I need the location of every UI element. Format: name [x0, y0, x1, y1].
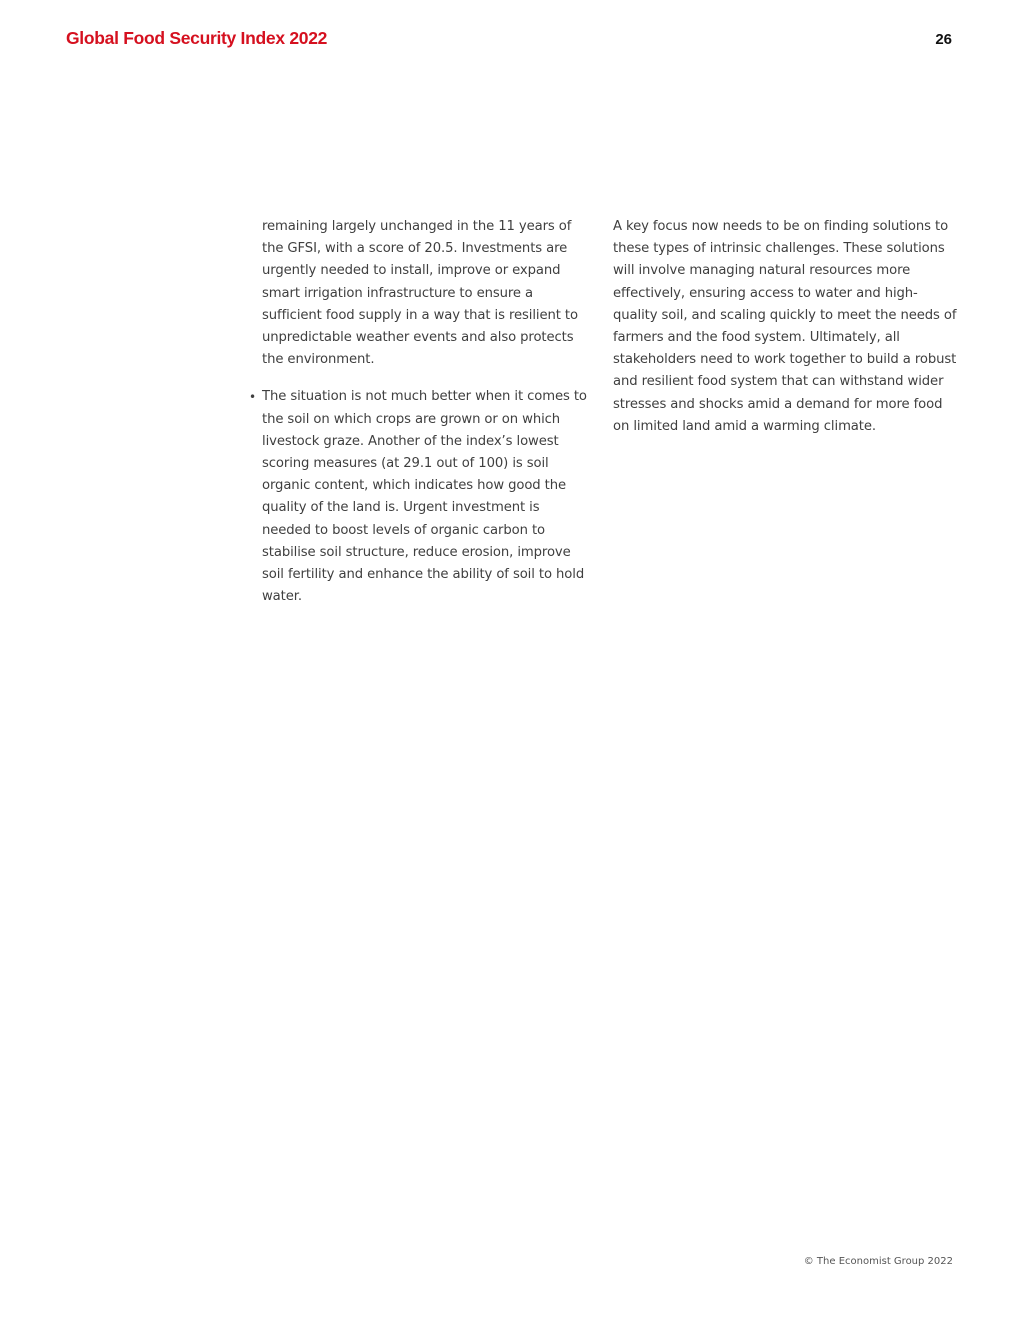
bullet-list-item: [249, 386, 592, 608]
left-column: [249, 216, 592, 623]
bullet-paragraph: The situation is not much better when it comes to the soil on which crops are grown or on which livestock graze. Another of the index’s lowest scoring measures (at 29.1 out of 100) is soil organic content, which indicates how good the quality of the land is. Urgent investment is needed to boost levels of organic carbon to stabilise soil structure, reduce erosion, improve soil fertility and enhance the ability of soil to hold water.: [262, 389, 587, 605]
right-column: [613, 216, 958, 453]
page-number: 26: [935, 31, 952, 48]
continued-paragraph: remaining largely unchanged in the 11 years of the GFSI, with a score of 20.5. Investments are urgently needed to install, improve or expand smart irrigation infrastructure to ensure a sufficient food supply in a way that is resilient to unpredictable weather events and also protects the environment.: [262, 219, 578, 368]
conclusion-paragraph: A key focus now needs to be on finding solutions to these types of intrinsic challenges. These solutions will involve managing natural resources more effectively, ensuring access to water and high-quality soil, and scaling quickly to meet the needs of farmers and the food system. Ultimately, all stakeholders need to work together to build a robust and resilient food system that can withstand wider stresses and shocks amid a demand for more food on limited land amid a warming climate.: [613, 219, 957, 434]
copyright-notice: © The Economist Group 2022: [803, 1256, 953, 1267]
report-title: Global Food Security Index 2022: [66, 28, 328, 48]
bullet-icon: •: [249, 390, 256, 405]
